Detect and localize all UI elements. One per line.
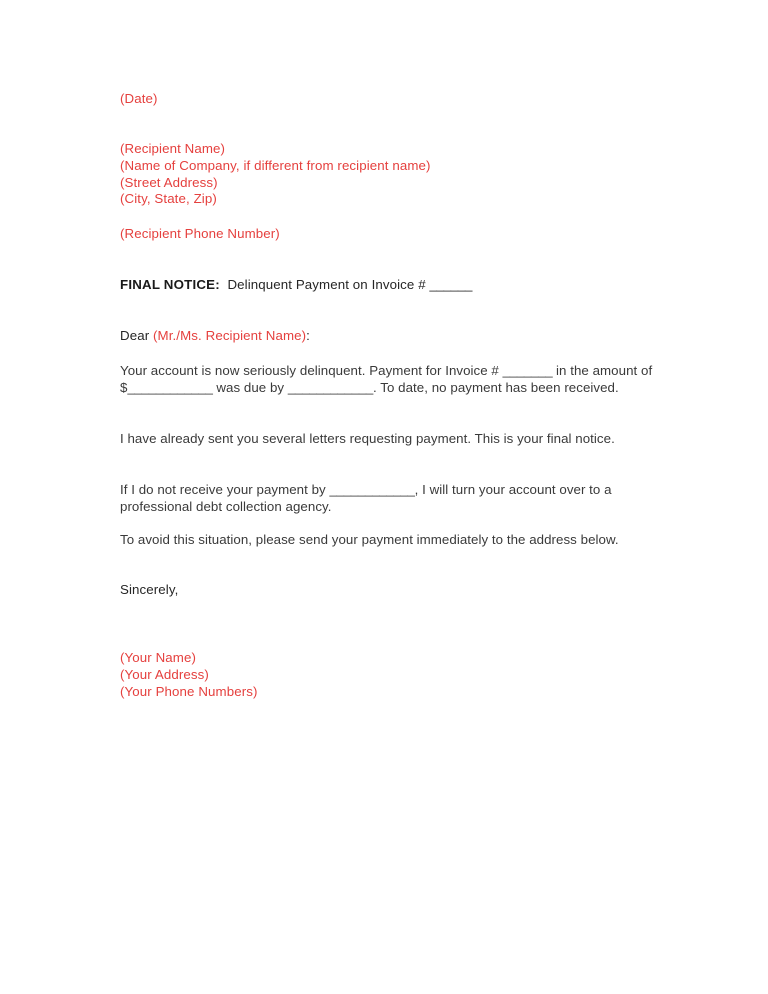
subject-description: Delinquent Payment on Invoice # (219, 277, 430, 292)
salutation-punctuation: : (306, 328, 310, 343)
p1-segment-4: . To date, no payment has been received. (373, 380, 619, 396)
recipient-street-placeholder: (Street Address) (120, 174, 218, 190)
p4-segment-1: To avoid this situation, please send your payment immediately to the address below. (120, 532, 619, 547)
p1-due-date-blank: ____________ (287, 380, 374, 396)
p1-invoice-blank: _______ (502, 363, 553, 378)
p1-segment-2: in the amount of $ (120, 363, 653, 396)
subject-invoice-blank: ______ (429, 277, 473, 292)
paragraph-send-payment (120, 531, 650, 548)
p1-segment-1: Your account is now seriously delinquent. Payment for Invoice # (120, 363, 503, 378)
your-address-placeholder: (Your Address) (120, 666, 209, 682)
closing-text: Sincerely, (120, 582, 179, 597)
signature-block (120, 650, 258, 700)
your-name-placeholder: (Your Name) (120, 650, 196, 665)
p3-segment-2: , I will turn your account over to a professional debt collection agency. (120, 482, 612, 515)
p1-amount-blank: ____________ (127, 380, 213, 396)
recipient-city-state-zip-placeholder: (City, State, Zip) (120, 191, 217, 207)
date-block (120, 91, 158, 108)
salutation-text (120, 328, 310, 345)
salutation-line (120, 328, 310, 345)
closing-block (120, 582, 178, 599)
p1-segment-3: was due by (212, 380, 288, 396)
recipient-name-placeholder: (Recipient Name) (120, 141, 226, 156)
recipient-phone-placeholder: (Recipient Phone Number) (120, 226, 280, 241)
subject-line (120, 277, 472, 294)
recipient-address-block (120, 141, 431, 208)
your-phone-placeholder: (Your Phone Numbers) (120, 683, 258, 699)
salutation-name-placeholder: (Mr./Ms. Recipient Name) (153, 328, 307, 343)
p2-segment-1: I have already sent you several letters requesting payment. This is your final notice. (120, 431, 615, 446)
p3-segment-1: If I do not receive your payment by (120, 482, 330, 497)
subject-line-text (120, 277, 472, 294)
paragraph-previous-letters (120, 430, 661, 447)
recipient-company-placeholder: (Name of Company, if different from recipient name) (120, 157, 431, 173)
paragraph-collection-agency (120, 481, 665, 516)
final-notice-label: FINAL NOTICE: (120, 277, 220, 292)
salutation-greeting: Dear (120, 328, 154, 343)
paragraph-account-delinquent (120, 362, 661, 397)
recipient-phone-block (120, 226, 280, 243)
date-placeholder: (Date) (120, 91, 158, 106)
p3-payment-date-blank: ____________ (329, 482, 415, 497)
